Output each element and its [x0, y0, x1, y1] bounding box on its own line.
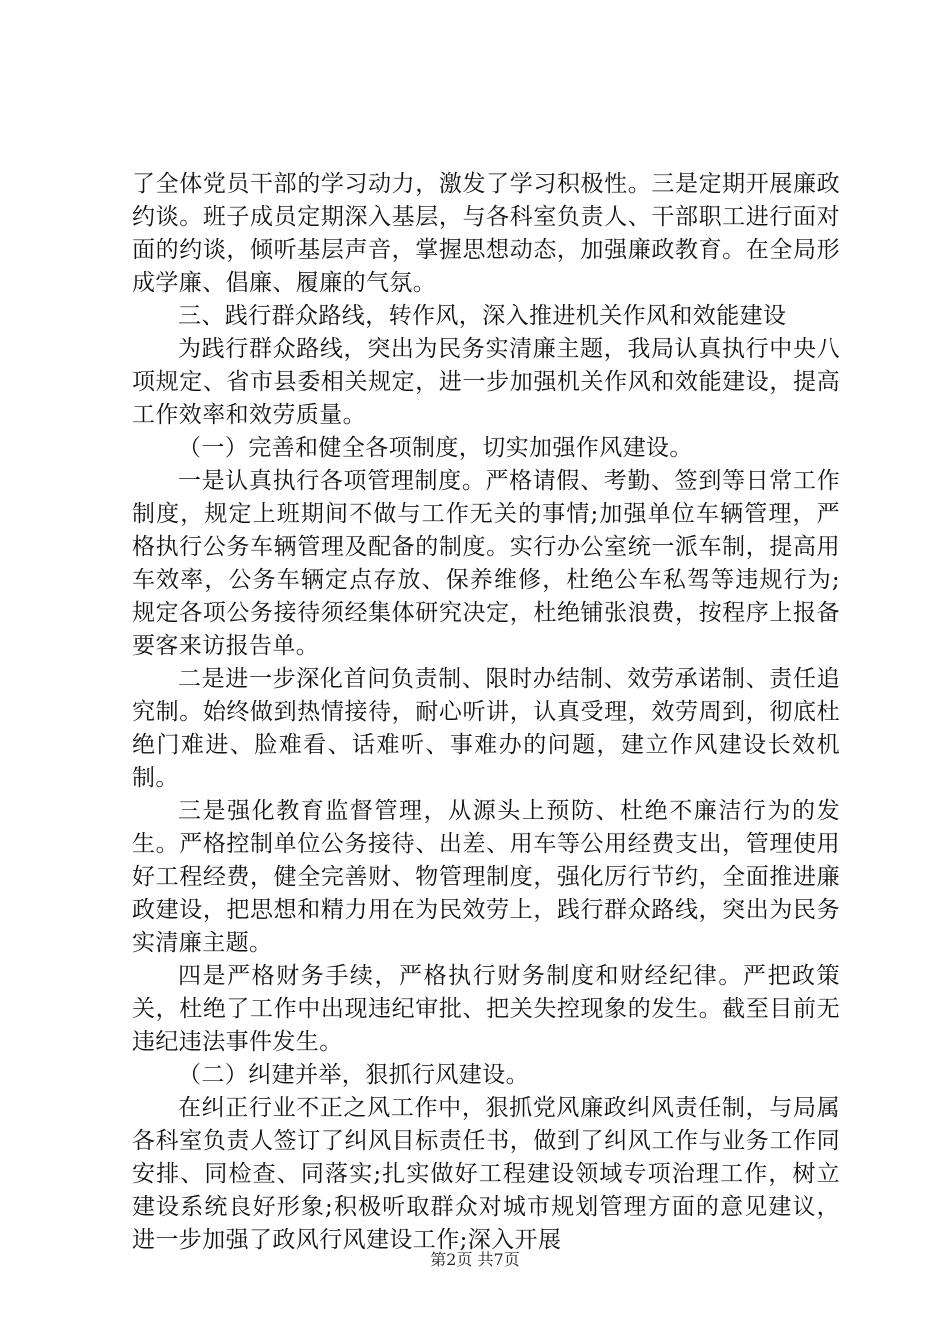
- section-heading-three: 三、践行群众路线，转作风，深入推进机关作风和效能建设: [178, 303, 787, 329]
- paragraph-intro: 为践行群众路线，突出为民务实清廉主题，我局认真执行中央八项规定、省市县委相关规定，进一步加强机关作风和效能建设，提高工作效率和效劳质量。: [132, 336, 840, 428]
- paragraph-item-three: 三是强化教育监督管理，从源头上预防、杜绝不廉洁行为的发生。严格控制单位公务接待、出差、用车等公用经费支出，管理使用好工程经费，健全完善财、物管理制度，强化厉行节约，全面推进廉政建设，把思想和精力用在为民效劳上，践行群众路线，突出为民务实清廉主题。: [132, 798, 840, 956]
- paragraph-rectification: 在纠正行业不正之风工作中，狠抓党风廉政纠风责任制，与局属各科室负责人签订了纠风目标责任书，做到了纠风工作与业务工作同安排、同检查、同落实;扎实做好工程建设领域专项治理工作，树立建设系统良好形象;积极听取群众对城市规划管理方面的意见建议，进一步加强了政风行风建设工作;深入开展: [132, 1095, 840, 1253]
- subheading-two: （二）纠建并举，狠抓行风建设。: [178, 1062, 529, 1088]
- document-body: [132, 168, 840, 1257]
- paragraph-item-two: 二是进一步深化首问负责制、限时办结制、效劳承诺制、责任追究制。始终做到热情接待，耐心听讲，认真受理，效劳周到，彻底杜绝门难进、脸难看、话难听、事难办的问题，建立作风建设长效机制。: [132, 666, 840, 791]
- paragraph-item-four: 四是严格财务手续，严格执行财务制度和财经纪律。严把政策关，杜绝了工作中出现违纪审批、把关失控现象的发生。截至目前无违纪违法事件发生。: [132, 963, 840, 1055]
- subheading-one: （一）完善和健全各项制度，切实加强作风建设。: [178, 435, 693, 461]
- paragraph-continued: 了全体党员干部的学习动力，激发了学习积极性。三是定期开展廉政约谈。班子成员定期深入基层，与各科室负责人、干部职工进行面对面的约谈，倾听基层声音，掌握思想动态，加强廉政教育。在全局形成学廉、倡廉、履廉的气氛。: [132, 171, 840, 296]
- paragraph-item-one: 一是认真执行各项管理制度。严格请假、考勤、签到等日常工作制度，规定上班期间不做与工作无关的事情;加强单位车辆管理，严格执行公务车辆管理及配备的制度。实行办公室统一派车制，提高用车效率，公务车辆定点存放、保养维修，杜绝公车私驾等违规行为;规定各项公务接待须经集体研究决定，杜绝铺张浪费，按程序上报备要客来访报告单。: [132, 468, 840, 659]
- page-number-footer: 第2页 共7页: [430, 1250, 520, 1269]
